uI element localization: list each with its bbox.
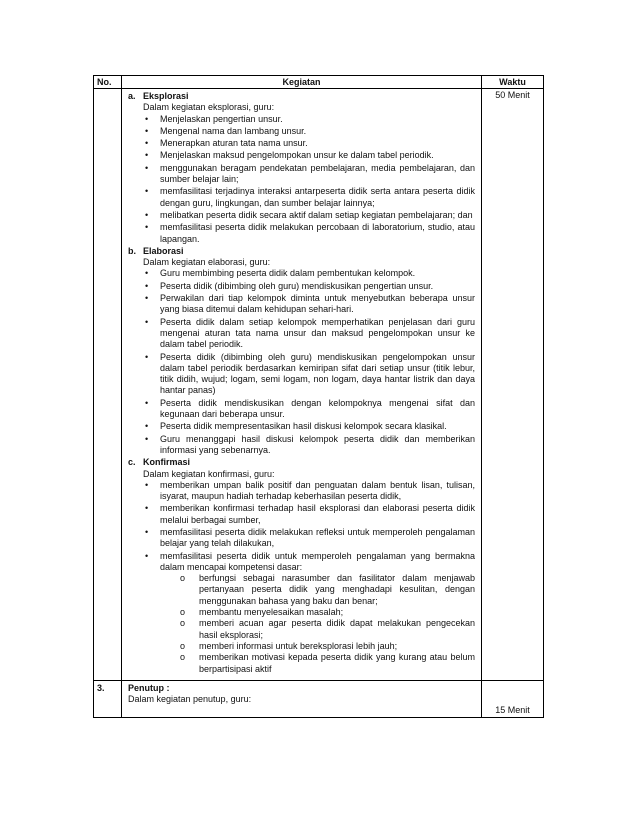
bullet-icon: • <box>145 479 149 490</box>
bullet-icon: • <box>145 293 149 304</box>
duration-cell: 50 Menit <box>482 89 544 681</box>
bullet-list <box>128 114 475 245</box>
list-item <box>143 527 475 550</box>
list-item <box>143 163 475 186</box>
bullet-icon: • <box>145 351 149 362</box>
bullet-icon: • <box>145 138 149 149</box>
section-title-text: Elaborasi <box>143 245 184 256</box>
section-elaborasi <box>128 246 475 456</box>
duration-cell: 15 Menit <box>482 680 544 717</box>
list-item-text: Mengenal nama dan lambang unsur. <box>160 125 307 136</box>
section-letter: c. <box>128 457 136 468</box>
penutup-intro: Dalam kegiatan penutup, guru: <box>128 693 252 704</box>
sub-list-item <box>177 652 475 675</box>
sub-list-item-text: memberi acuan agar peserta didik dapat melakukan pengecekan hasil eksplorasi; <box>199 618 475 640</box>
table-row-penutup <box>94 680 544 717</box>
sub-list-item-text: memberikan motivasi kepada peserta didik yang kurang atau belum berpartisipasi aktif <box>199 652 475 674</box>
section-intro: Dalam kegiatan elaborasi, guru: <box>143 257 271 268</box>
list-item-text: Peserta didik (dibimbing oleh guru) mendiskusikan pengertian unsur. <box>160 280 434 291</box>
bullet-icon: • <box>145 550 149 561</box>
list-item <box>143 210 475 221</box>
section-title-text: Konfirmasi <box>143 457 191 468</box>
header-waktu: Waktu <box>482 76 544 89</box>
section-eksplorasi <box>128 91 475 245</box>
penutup-title: Penutup : <box>128 682 170 693</box>
bullet-icon: • <box>145 125 149 136</box>
table-row-kegiatan-inti <box>94 89 544 681</box>
list-item <box>143 503 475 526</box>
bullet-list <box>128 268 475 456</box>
bullet-icon: • <box>145 397 149 408</box>
list-item <box>143 138 475 149</box>
sub-list-item <box>177 641 475 652</box>
section-title <box>128 457 475 468</box>
list-item-text: Menjelaskan pengertian unsur. <box>160 113 283 124</box>
header-kegiatan: Kegiatan <box>122 76 482 89</box>
list-item <box>143 398 475 421</box>
list-item-text: Guru membimbing peserta didik dalam pembentukan kelompok. <box>160 268 416 279</box>
list-item <box>143 480 475 503</box>
bullet-icon: • <box>145 316 149 327</box>
sub-list <box>160 573 475 675</box>
circle-bullet-icon: o <box>180 573 186 584</box>
list-item-text: Peserta didik (dibimbing oleh guru) mendiskusikan pengelompokan unsur dalam tabel periodik berdasarkan kemiripan sifat dari setiap unsur (titik lebur, titik didih, wujud; logam, semi logam, non logam, daya hantar listrik dan daya hantar panas) <box>160 351 475 396</box>
list-item-text: memfasilitasi peserta didik untuk memperoleh pengalaman yang bermakna dalam mencapai kompetensi dasar: <box>160 550 475 572</box>
bullet-icon: • <box>145 222 149 233</box>
section-title-text: Eksplorasi <box>143 91 189 101</box>
list-item-text: Menjelaskan maksud pengelompokan unsur ke dalam tabel periodik. <box>160 150 434 161</box>
circle-bullet-icon: o <box>180 640 186 651</box>
sub-list-item <box>177 573 475 607</box>
list-item-text: melibatkan peserta didik secara aktif dalam setiap kegiatan pembelajaran; dan <box>160 209 473 220</box>
bullet-icon: • <box>145 186 149 197</box>
lesson-activity-table <box>93 75 544 718</box>
row-number <box>94 89 122 681</box>
bullet-icon: • <box>145 268 149 279</box>
circle-bullet-icon: o <box>180 618 186 629</box>
list-item-text: memfasilitasi peserta didik melakukan percobaan di laboratorium, studio, atau lapangan. <box>160 222 475 244</box>
bullet-icon: • <box>145 162 149 173</box>
section-title <box>128 246 475 257</box>
bullet-icon: • <box>145 503 149 514</box>
sub-list-item <box>177 607 475 618</box>
list-item-text: memberikan konfirmasi terhadap hasil eksplorasi dan elaborasi peserta didik melalui berbagai sumber, <box>160 503 475 525</box>
list-item <box>143 317 475 351</box>
list-item <box>143 150 475 161</box>
penutup-cell <box>122 680 482 717</box>
bullet-icon: • <box>145 421 149 432</box>
section-intro: Dalam kegiatan eksplorasi, guru: <box>143 102 275 113</box>
bullet-icon: • <box>145 280 149 291</box>
sub-list-item <box>177 618 475 641</box>
list-item-text: Guru menanggapi hasil diskusi kelompok peserta didik dan memberikan informasi yang sebenarnya. <box>160 433 475 455</box>
list-item <box>143 293 475 316</box>
bullet-icon: • <box>145 150 149 161</box>
list-item <box>143 114 475 125</box>
bullet-icon: • <box>145 209 149 220</box>
bullet-icon: • <box>145 433 149 444</box>
list-item-text: Peserta didik mempresentasikan hasil diskusi kelompok secara klasikal. <box>160 421 447 432</box>
row-number: 3. <box>94 680 122 717</box>
section-letter: a. <box>128 91 136 101</box>
bullet-list <box>128 480 475 675</box>
list-item <box>143 222 475 245</box>
list-item <box>143 268 475 279</box>
list-item <box>143 281 475 292</box>
bullet-icon: • <box>145 113 149 124</box>
list-item-text: menggunakan beragam pendekatan pembelajaran, media pembelajaran, dan sumber belajar lain; <box>160 162 475 185</box>
list-item-text: Menerapkan aturan tata nama unsur. <box>160 138 308 149</box>
header-no: No. <box>94 76 122 89</box>
list-item-text: Perwakilan dari tiap kelompok diminta untuk menyebutkan beberapa unsur yang biasa ditemui dalam kehidupan sehari-hari. <box>160 293 475 315</box>
section-letter: b. <box>128 245 136 256</box>
section-konfirmasi <box>128 457 475 675</box>
list-item-text: memberikan umpan balik positif dan penguatan dalam bentuk lisan, tulisan, isyarat, maupun hadiah terhadap keberhasilan peserta didik, <box>160 479 475 502</box>
list-item <box>143 434 475 457</box>
table-header-row <box>94 76 544 89</box>
list-item <box>143 551 475 675</box>
list-item <box>143 126 475 137</box>
sub-list-item-text: berfungsi sebagai narasumber dan fasilitator dalam menjawab pertanyaan peserta didik yang menghadapi kesulitan, dengan menggunakan bahasa yang baku dan benar; <box>199 573 475 606</box>
circle-bullet-icon: o <box>180 652 186 663</box>
bullet-icon: • <box>145 526 149 537</box>
activities-cell <box>122 89 482 681</box>
list-item-text: memfasilitasi peserta didik melakukan refleksi untuk memperoleh pengalaman belajar yang telah dilakukan, <box>160 526 475 549</box>
list-item-text: memfasilitasi terjadinya interaksi antarpeserta didik serta antara peserta didik dengan guru, lingkungan, dan sumber belajar lainnya; <box>160 186 475 208</box>
list-item <box>143 352 475 397</box>
list-item <box>143 186 475 209</box>
section-intro: Dalam kegiatan konfirmasi, guru: <box>143 468 275 479</box>
section-title <box>128 91 475 102</box>
sub-list-item-text: membantu menyelesaikan masalah; <box>199 607 344 618</box>
list-item-text: Peserta didik mendiskusikan dengan kelompoknya mengenai sifat dan kegunaan dari beberapa unsur. <box>160 397 475 420</box>
list-item <box>143 421 475 432</box>
circle-bullet-icon: o <box>180 607 186 618</box>
sub-list-item-text: memberi informasi untuk bereksplorasi lebih jauh; <box>199 640 398 651</box>
list-item-text: Peserta didik dalam setiap kelompok memperhatikan penjelasan dari guru mengenai aturan tata nama unsur dan maksud pengelompokan unsur ke dalam tabel periodik. <box>160 316 475 350</box>
